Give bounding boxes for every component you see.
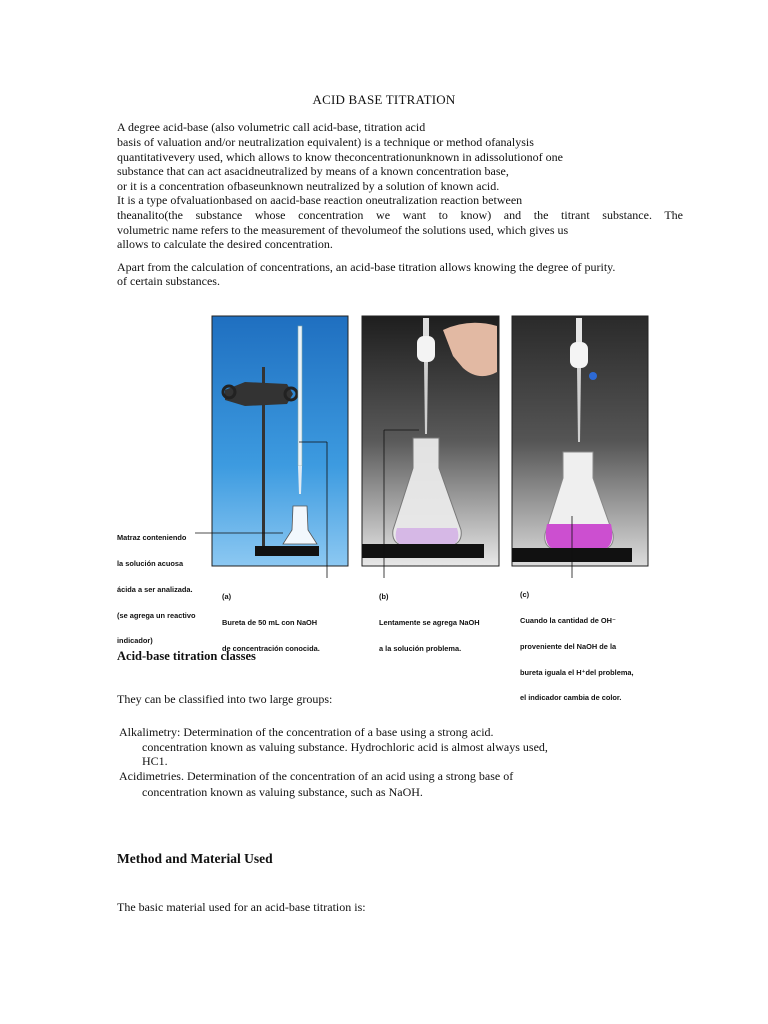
caption-c-line: Cuando la cantidad de OH⁻	[520, 615, 616, 625]
panel-a	[212, 316, 348, 578]
intro-line-3: quantitativevery used, which allows to know theconcentrationunknown in adissolutionof one	[117, 150, 563, 164]
intro-line-5: or it is a concentration ofbaseunknown neutralized by a solution of known acid.	[117, 179, 500, 193]
caption-c-line: bureta iguala el H⁺del problema,	[520, 667, 634, 677]
bullet-acidimetries	[119, 769, 513, 784]
intro-line-7: theanalito(the substance whose concentration we want to know) and the titrant substance. The	[117, 208, 683, 222]
caption-c-line: proveniente del NaOH de la	[520, 641, 617, 651]
flask-label-line: ácida a ser analizada.	[117, 584, 193, 594]
caption-a-letter: (a)	[222, 592, 232, 602]
caption-b-line: Lentamente se agrega NaOH	[379, 617, 480, 627]
intro-line-2: basis of valuation and/or neutralization equivalent) is a technique or method ofanalysis	[117, 135, 534, 149]
panel-c	[512, 316, 648, 578]
caption-b	[379, 576, 480, 671]
para2-line-1: Apart from the calculation of concentrations, an acid-base titration allows knowing the degree of purity.	[117, 260, 616, 274]
classes-intro: They can be classified into two large groups:	[117, 692, 333, 706]
caption-c	[520, 574, 634, 720]
caption-c-line: el indicador cambia de color.	[520, 693, 622, 703]
flask-label-line: indicador)	[117, 636, 153, 646]
bullet-text: Acidimetries. Determination of the concentration of an acid using a strong base of	[119, 769, 514, 783]
caption-c-letter: (c)	[520, 590, 530, 600]
bullet-continuation: concentration known as valuing substance. Hydrochloric acid is almost always used,	[142, 740, 548, 754]
caption-b-line: a la solución problema.	[379, 643, 462, 653]
intro-line-4: substance that can act asacidneutralized by means of a known concentration base,	[117, 164, 509, 178]
method-intro: The basic material used for an acid-base titration is:	[117, 900, 366, 914]
bullet-text: Alkalimetry: Determination of the concentration of a base using a strong acid.	[119, 725, 494, 739]
flask-label	[117, 517, 195, 663]
section-heading-classes: Acid-base titration classes	[117, 649, 256, 663]
bullet-continuation: HC1.	[142, 754, 168, 768]
flask-label-line: la solución acuosa	[117, 558, 184, 568]
para2-line-2: of certain substances.	[117, 274, 220, 288]
bullet-alkalimetry	[119, 725, 494, 740]
intro-line-9: allows to calculate the desired concentration.	[117, 237, 333, 251]
bullet-continuation: concentration known as valuing substance, such as NaOH.	[142, 785, 423, 799]
intro-line-8: volumetric name refers to the measurement of thevolumeof the solutions used, which gives us	[117, 223, 569, 237]
flask-label-line: Matraz conteniendo	[117, 533, 187, 543]
panel-b	[362, 316, 499, 578]
flask-label-line: (se agrega un reactivo	[117, 610, 196, 620]
section-heading-method: Method and Material Used	[117, 851, 273, 866]
caption-a-line: Bureta de 50 mL con NaOH	[222, 617, 318, 627]
document-title: ACID BASE TITRATION	[312, 92, 456, 107]
intro-line-1: A degree acid-base (also volumetric call acid-base, titration acid	[117, 120, 426, 134]
intro-line-6: It is a type ofvaluationbased on aacid-base reaction oneutralization reaction between	[117, 193, 523, 207]
caption-b-letter: (b)	[379, 592, 389, 602]
caption-a-line: de concentración conocida.	[222, 643, 320, 653]
